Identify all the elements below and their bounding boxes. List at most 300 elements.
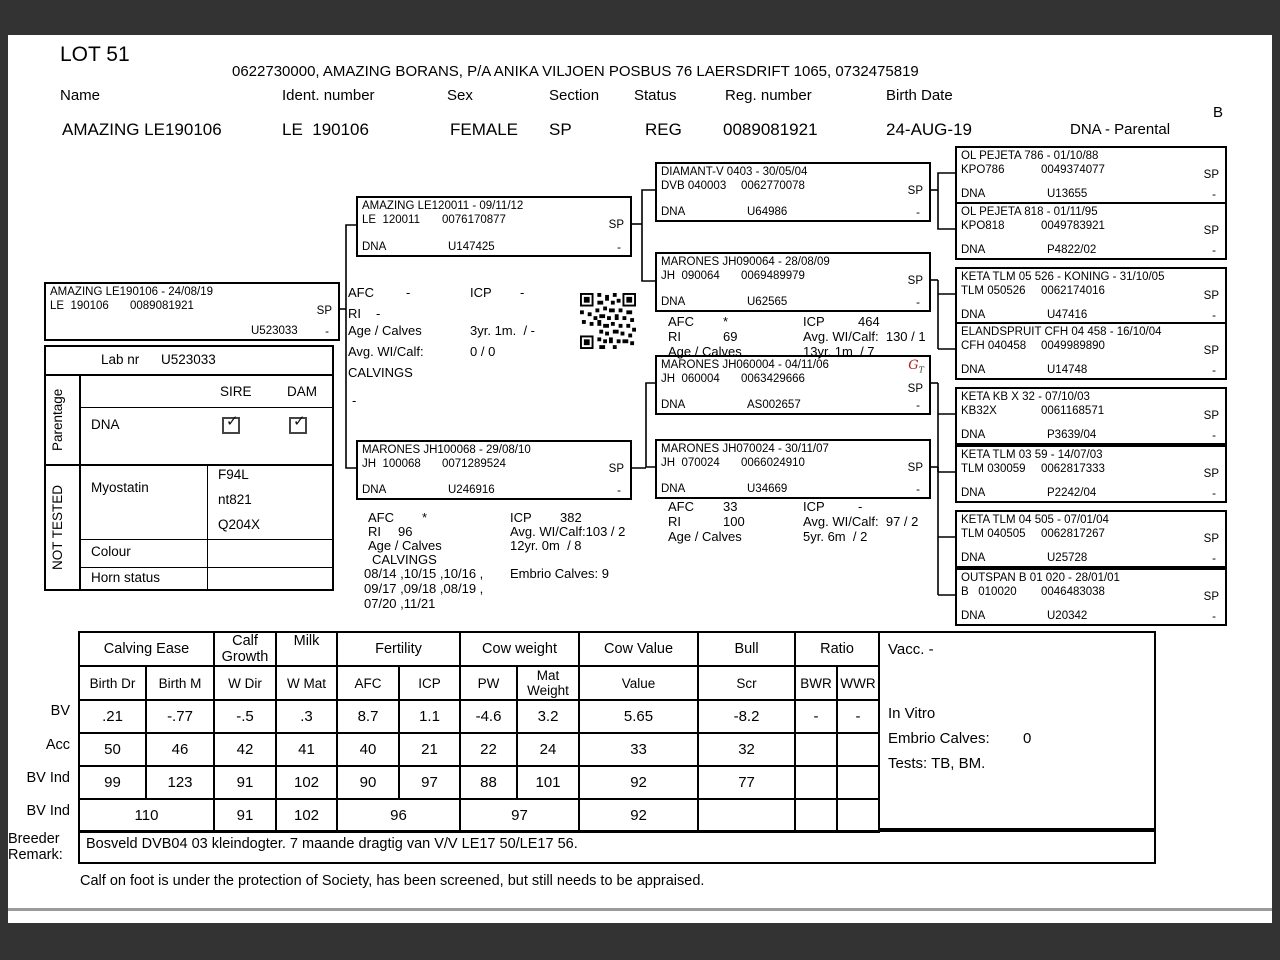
cell: 21 xyxy=(399,733,460,766)
group-header-row xyxy=(79,632,879,666)
myostatin-value: Q204X xyxy=(218,517,261,532)
animal-id: B 010020 xyxy=(961,586,1017,598)
col-bwr: BWR xyxy=(795,666,837,700)
stat-value: 09/17 ,09/18 ,08/19 , xyxy=(364,581,484,596)
stat-value: 08/14 ,10/15 ,10/16 , xyxy=(364,566,484,581)
stat-value: 69 xyxy=(723,329,738,344)
section-flag: SP xyxy=(907,275,923,287)
label-ident: Ident. number xyxy=(282,87,375,104)
col-pw: PW xyxy=(460,666,517,700)
animal-reg: 0046483038 xyxy=(1041,586,1105,598)
breeder-label-line2: Remark: xyxy=(8,847,63,863)
value-reg: 0089081921 xyxy=(723,120,818,139)
pedigree-box-g3-5 xyxy=(955,387,1227,445)
animal-reg: 0062770078 xyxy=(741,180,805,192)
cell: -.5 xyxy=(214,700,276,733)
stat-label: AFC xyxy=(668,499,694,514)
colour-label: Colour xyxy=(91,544,131,559)
cell: 41 xyxy=(276,733,337,766)
animal-id-line xyxy=(661,457,805,469)
stat-value: Avg. WI/Calf: 97 / 2 xyxy=(803,514,919,529)
cell xyxy=(698,799,795,832)
parentage-section-label: Parentage xyxy=(50,388,65,452)
cell: 50 xyxy=(79,733,146,766)
cell: 92 xyxy=(579,766,698,799)
stat-value: 5yr. 6m / 2 xyxy=(803,529,868,544)
dna-number: P2242/04 xyxy=(1047,487,1097,499)
col-w-dir: W Dir xyxy=(214,666,276,700)
dna-label: DNA xyxy=(961,364,986,376)
animal-id: LE 190106 xyxy=(50,300,109,312)
cell: 90 xyxy=(337,766,399,799)
animal-id: KPO786 xyxy=(961,164,1005,176)
in-vitro-label: In Vitro xyxy=(888,705,936,722)
column-header-row xyxy=(79,666,879,700)
cell: -.77 xyxy=(146,700,214,733)
pedigree-box-dam xyxy=(356,440,632,500)
dash: - xyxy=(916,297,920,309)
pedigree-box-dam-dam xyxy=(655,439,931,499)
col-birth-dr: Birth Dr xyxy=(79,666,146,700)
animal-reg: 0076170877 xyxy=(442,214,506,226)
stat-value: 12yr. 0m / 8 xyxy=(510,538,582,553)
cell: 97 xyxy=(460,799,579,832)
animal-reg: 0071289524 xyxy=(442,458,506,470)
dna-label: DNA xyxy=(362,241,387,253)
animal-id: TLM 040505 xyxy=(961,528,1026,540)
dna-number: U20342 xyxy=(1047,610,1088,622)
animal-name: KETA TLM 03 59 - 14/07/03 xyxy=(961,449,1103,461)
pedigree-box-g3-3 xyxy=(955,267,1227,325)
stat-value: 0 / 0 xyxy=(470,344,496,359)
dna-label: DNA xyxy=(961,552,986,564)
cell xyxy=(795,766,837,799)
pedigree-box-dam-sire xyxy=(655,355,931,415)
acc-row xyxy=(79,733,879,766)
col-w-mat: W Mat xyxy=(276,666,337,700)
row-label-acc: Acc xyxy=(45,737,70,753)
animal-reg: 0049783921 xyxy=(1041,220,1105,232)
cell: - xyxy=(837,700,879,733)
stat-value: 13yr. 1m / 7 xyxy=(803,344,875,359)
dna-number: P3639/04 xyxy=(1047,429,1097,441)
dna-label: DNA xyxy=(961,244,986,256)
dash: - xyxy=(325,326,329,338)
cell xyxy=(837,733,879,766)
dash: - xyxy=(1212,553,1216,565)
dna-label: DNA xyxy=(661,296,686,308)
animal-id-line xyxy=(661,373,805,385)
cell: 110 xyxy=(79,799,214,832)
section-flag: SP xyxy=(608,463,624,475)
not-tested-section-label: NOT TESTED xyxy=(50,484,65,570)
cell: 5.65 xyxy=(579,700,698,733)
cell: 22 xyxy=(460,733,517,766)
dna-label: DNA xyxy=(661,206,686,218)
animal-name: KETA TLM 04 505 - 07/01/04 xyxy=(961,514,1109,526)
col-afc: AFC xyxy=(337,666,399,700)
cell: 32 xyxy=(698,733,795,766)
cell: - xyxy=(795,700,837,733)
animal-reg: 0089081921 xyxy=(130,300,194,312)
label-birth: Birth Date xyxy=(886,87,953,104)
col-scr: Scr xyxy=(698,666,795,700)
animal-id: TLM 050526 xyxy=(961,285,1026,297)
section-flag: SP xyxy=(907,185,923,197)
animal-name: ELANDSPRUIT CFH 04 458 - 16/10/04 xyxy=(961,326,1162,338)
stat-value: - xyxy=(376,306,381,321)
cell: 91 xyxy=(214,766,276,799)
animal-name: AMAZING LE190106 - 24/08/19 xyxy=(50,286,214,298)
dash: - xyxy=(916,207,920,219)
value-dna-verification: B xyxy=(1213,104,1224,121)
label-section: Section xyxy=(549,87,600,104)
cell: 3.2 xyxy=(517,700,579,733)
animal-id: CFH 040458 xyxy=(961,340,1027,352)
myostatin-value: F94L xyxy=(218,467,249,482)
cell: -4.6 xyxy=(460,700,517,733)
animal-id: DVB 040003 xyxy=(661,180,727,192)
cell: .3 xyxy=(276,700,337,733)
section-flag: SP xyxy=(316,305,332,317)
breeder-remark-box xyxy=(78,830,1156,864)
animal-name: KETA KB X 32 - 07/10/03 xyxy=(961,391,1090,403)
dash: - xyxy=(916,484,920,496)
dna-number: U64986 xyxy=(747,206,788,218)
animal-id-line xyxy=(961,405,1104,417)
section-flag: SP xyxy=(907,383,923,395)
stat-value: 96 xyxy=(398,524,413,539)
value-status: REG xyxy=(645,120,682,139)
animal-reg: 0066024910 xyxy=(741,457,805,469)
subject-stats xyxy=(348,285,598,408)
section-flag: SP xyxy=(1203,345,1219,357)
animal-reg: 0069489979 xyxy=(741,270,805,282)
stat-value: * xyxy=(723,314,729,329)
section-flag: SP xyxy=(1203,410,1219,422)
animal-reg: 0062817333 xyxy=(1041,463,1105,475)
pedigree-box-g3-8 xyxy=(955,568,1227,626)
group-calving-ease: Calving Ease xyxy=(79,632,214,666)
stat-label: RI xyxy=(368,524,381,539)
pedigree-box-sire-dam xyxy=(655,252,931,312)
dna-row-label: DNA xyxy=(91,417,120,432)
dna-label: DNA xyxy=(661,483,686,495)
col-wwr: WWR xyxy=(837,666,879,700)
catalog-sheet xyxy=(8,35,1272,923)
animal-id: KB32X xyxy=(961,405,997,417)
group-ratio: Ratio xyxy=(795,632,879,666)
gt-logo-icon: $G_T$ xyxy=(908,358,924,375)
animal-id-line xyxy=(661,180,805,192)
animal-name: DIAMANT-V 0403 - 30/05/04 xyxy=(661,166,808,178)
stat-value: - xyxy=(352,393,357,408)
animal-id-line xyxy=(961,528,1105,540)
dna-number: U34669 xyxy=(747,483,788,495)
section-flag: SP xyxy=(608,219,624,231)
pedigree-box-g3-2 xyxy=(955,202,1227,260)
pedigree-box-sire xyxy=(356,196,632,257)
group-bull: Bull xyxy=(698,632,795,666)
cell: 46 xyxy=(146,733,214,766)
animal-reg: 0062174016 xyxy=(1041,285,1105,297)
pedigree-box-g3-6 xyxy=(955,445,1227,503)
stat-value: - xyxy=(520,285,525,300)
row-label-bvind1: BV Ind xyxy=(26,770,70,786)
bv-ind-combined-row xyxy=(79,799,879,832)
horn-status-label: Horn status xyxy=(91,570,161,585)
dna-number: U62565 xyxy=(747,296,788,308)
stat-label: Age / Calves xyxy=(668,529,742,544)
stat-value: 33 xyxy=(723,499,738,514)
cell: 99 xyxy=(79,766,146,799)
dna-number: U47416 xyxy=(1047,309,1088,321)
dna-number: U14748 xyxy=(1047,364,1088,376)
cell: 92 xyxy=(579,799,698,832)
animal-id-line xyxy=(961,220,1105,232)
value-birth: 24-AUG-19 xyxy=(886,120,972,139)
dash: - xyxy=(1212,310,1216,322)
stat-label: RI xyxy=(668,514,681,529)
section-flag: SP xyxy=(1203,468,1219,480)
animal-name: MARONES JH100068 - 29/08/10 xyxy=(362,444,531,456)
stat-label: RI xyxy=(348,306,361,321)
animal-id: JH 070024 xyxy=(661,457,720,469)
pedigree-box-sire-sire xyxy=(655,162,931,222)
cell: 101 xyxy=(517,766,579,799)
breeder-label-line1: Breeder xyxy=(8,831,60,847)
col-icp: ICP xyxy=(399,666,460,700)
animal-name: KETA TLM 05 526 - KONING - 31/10/05 xyxy=(961,271,1165,283)
label-status: Status xyxy=(634,87,677,104)
stat-value: - xyxy=(858,499,863,514)
animal-name: OUTSPAN B 01 020 - 28/01/01 xyxy=(961,572,1120,584)
pedigree-box-subject xyxy=(44,282,340,341)
qr-code xyxy=(580,293,636,349)
cell: 40 xyxy=(337,733,399,766)
dam-column-label: DAM xyxy=(287,384,317,399)
section-flag: SP xyxy=(1203,225,1219,237)
dash: - xyxy=(1212,245,1216,257)
cell: -8.2 xyxy=(698,700,795,733)
embrio-calves-label: Embrio Calves: xyxy=(888,730,990,747)
tests-label: Tests: TB, BM. xyxy=(888,755,986,772)
cell: 102 xyxy=(276,766,337,799)
stat-label: RI xyxy=(668,329,681,344)
animal-reg: 0049374077 xyxy=(1041,164,1105,176)
animal-name: OL PEJETA 786 - 01/10/88 xyxy=(961,150,1099,162)
bv-row xyxy=(79,700,879,733)
animal-id-line xyxy=(961,164,1105,176)
animal-id: LE 120011 xyxy=(362,214,420,226)
cell xyxy=(837,799,879,832)
sire-dam-stats xyxy=(668,314,928,360)
stat-label: AFC xyxy=(348,285,374,300)
sire-dna-checkbox-checked-icon xyxy=(222,417,240,434)
animal-reg: 0049989890 xyxy=(1041,340,1105,352)
row-label-bv: BV xyxy=(50,703,70,719)
stat-value: 100 xyxy=(723,514,745,529)
dash: - xyxy=(1212,488,1216,500)
dna-label: DNA xyxy=(661,399,686,411)
section-flag: SP xyxy=(1203,169,1219,181)
cell: 96 xyxy=(337,799,460,832)
stat-value: Avg. WI/Calf:103 / 2 xyxy=(510,524,626,539)
animal-reg: 0063429666 xyxy=(741,373,805,385)
animal-reg: 0061168571 xyxy=(1041,405,1105,417)
dash: - xyxy=(1212,365,1216,377)
lab-test-table xyxy=(44,345,334,591)
dna-number: U13655 xyxy=(1047,188,1088,200)
myostatin-label: Myostatin xyxy=(91,480,149,495)
stat-value: 3yr. 1m. / - xyxy=(470,323,536,338)
label-reg: Reg. number xyxy=(725,87,812,104)
dash: - xyxy=(1212,430,1216,442)
dash: - xyxy=(1212,189,1216,201)
dash: - xyxy=(617,242,621,254)
group-cow-weight: Cow weight xyxy=(460,632,579,666)
stat-label: ICP xyxy=(470,285,492,300)
pedigree-box-g3-7 xyxy=(955,510,1227,568)
dna-label: DNA xyxy=(362,484,387,496)
value-section: SP xyxy=(549,120,572,139)
stat-label: ICP xyxy=(510,510,532,525)
animal-name: MARONES JH070024 - 30/11/07 xyxy=(661,443,829,455)
dam-dam-stats xyxy=(668,499,928,545)
dam-stats xyxy=(360,510,640,630)
dna-number: P4822/02 xyxy=(1047,244,1097,256)
stat-label: AFC xyxy=(368,510,394,525)
section-flag: SP xyxy=(1203,533,1219,545)
cell: 88 xyxy=(460,766,517,799)
group-calf-growth: Calf Growth xyxy=(214,632,276,666)
bv-ind-row xyxy=(79,766,879,799)
animal-name: MARONES JH060004 - 04/11/06 xyxy=(661,359,829,371)
section-flag: SP xyxy=(907,462,923,474)
owner-line: 0622730000, AMAZING BORANS, P/A ANIKA VILJOEN POSBUS 76 LAERSDRIFT 1065, 0732475819 xyxy=(232,63,919,80)
cell: 97 xyxy=(399,766,460,799)
animal-id: JH 090064 xyxy=(661,270,720,282)
section-flag: SP xyxy=(1203,591,1219,603)
stat-value: Avg. WI/Calf: 130 / 1 xyxy=(803,329,926,344)
dam-dna-checkbox-checked-icon xyxy=(289,417,307,434)
dna-label: DNA xyxy=(961,188,986,200)
dna-number: U25728 xyxy=(1047,552,1088,564)
animal-id-line xyxy=(50,300,194,312)
dna-label: DNA xyxy=(961,309,986,321)
dash: - xyxy=(916,400,920,412)
animal-id: JH 060004 xyxy=(661,373,720,385)
section-flag: SP xyxy=(1203,290,1219,302)
label-dna-parental-line1: DNA - Parental xyxy=(1070,121,1171,138)
stat-value: - xyxy=(406,285,411,300)
stat-label: AFC xyxy=(668,314,694,329)
dna-label: DNA xyxy=(961,610,986,622)
stat-label: CALVINGS xyxy=(372,552,437,567)
dna-number: AS002657 xyxy=(747,399,801,411)
stat-label: ICP xyxy=(803,314,825,329)
animal-id-line xyxy=(961,340,1105,352)
col-birth-m: Birth M xyxy=(146,666,214,700)
animal-id-line xyxy=(362,458,506,470)
animal-id: JH 100068 xyxy=(362,458,421,470)
label-name: Name xyxy=(60,87,101,104)
stat-value: 464 xyxy=(858,314,880,329)
dna-number: U523033 xyxy=(251,325,298,337)
pedigree-box-g3-1 xyxy=(955,146,1227,204)
group-fertility: Fertility xyxy=(337,632,460,666)
stat-value: 382 xyxy=(560,510,582,525)
animal-name: MARONES JH090064 - 28/08/09 xyxy=(661,256,830,268)
animal-id-line xyxy=(961,586,1105,598)
cell: 42 xyxy=(214,733,276,766)
breeding-values-table xyxy=(78,631,880,833)
cell xyxy=(837,766,879,799)
stat-label: Age / Calves xyxy=(368,538,442,553)
stat-label: Avg. WI/Calf: xyxy=(348,344,424,359)
myostatin-value: nt821 xyxy=(218,492,252,507)
cell: 123 xyxy=(146,766,214,799)
label-sex: Sex xyxy=(447,87,473,104)
animal-id: KPO818 xyxy=(961,220,1005,232)
cell: 24 xyxy=(517,733,579,766)
value-ident: LE 190106 xyxy=(282,120,369,139)
animal-id-line xyxy=(362,214,506,226)
dna-number: U147425 xyxy=(448,241,495,253)
animal-id-line xyxy=(961,463,1105,475)
row-label-bvind2: BV Ind xyxy=(26,803,70,819)
col-mat-weight: Mat Weight xyxy=(517,666,579,700)
animal-name: AMAZING LE120011 - 09/11/12 xyxy=(362,200,524,212)
animal-id-line xyxy=(661,270,805,282)
animal-reg: 0062817267 xyxy=(1041,528,1105,540)
stat-value: Embrio Calves: 9 xyxy=(510,566,609,581)
stat-value: 07/20 ,11/21 xyxy=(364,596,436,611)
value-sex: FEMALE xyxy=(450,120,519,139)
lab-nr-label: Lab nr xyxy=(101,352,140,367)
group-milk: Milk xyxy=(276,632,337,666)
animal-id: TLM 030059 xyxy=(961,463,1026,475)
breeder-remark-text: Bosveld DVB04 03 kleindogter. 7 maande dragtig van V/V LE17 50/LE17 56. xyxy=(86,836,578,852)
vacc-panel xyxy=(878,631,1156,830)
cell: 77 xyxy=(698,766,795,799)
dna-number: U246916 xyxy=(448,484,495,496)
col-value: Value xyxy=(579,666,698,700)
dna-label: DNA xyxy=(961,429,986,441)
dash: - xyxy=(1212,611,1216,623)
dna-label: DNA xyxy=(961,487,986,499)
society-note: Calf on foot is under the protection of Society, has been screened, but still needs to be appraised. xyxy=(80,873,705,889)
cell: 1.1 xyxy=(399,700,460,733)
pedigree-box-g3-4 xyxy=(955,322,1227,380)
vacc-label: Vacc. - xyxy=(888,641,934,658)
cell: 102 xyxy=(276,799,337,832)
embrio-calves-value: 0 xyxy=(1023,730,1032,747)
cell xyxy=(795,799,837,832)
stat-label: CALVINGS xyxy=(348,365,413,380)
cell: 91 xyxy=(214,799,276,832)
animal-id-line xyxy=(961,285,1105,297)
stat-label: Age / Calves xyxy=(668,344,742,359)
cell: 33 xyxy=(579,733,698,766)
value-name: AMAZING LE190106 xyxy=(62,120,222,139)
cell: 8.7 xyxy=(337,700,399,733)
stat-value: * xyxy=(422,510,428,525)
cell xyxy=(795,733,837,766)
dash: - xyxy=(617,485,621,497)
cell: .21 xyxy=(79,700,146,733)
group-cow-value: Cow Value xyxy=(579,632,698,666)
